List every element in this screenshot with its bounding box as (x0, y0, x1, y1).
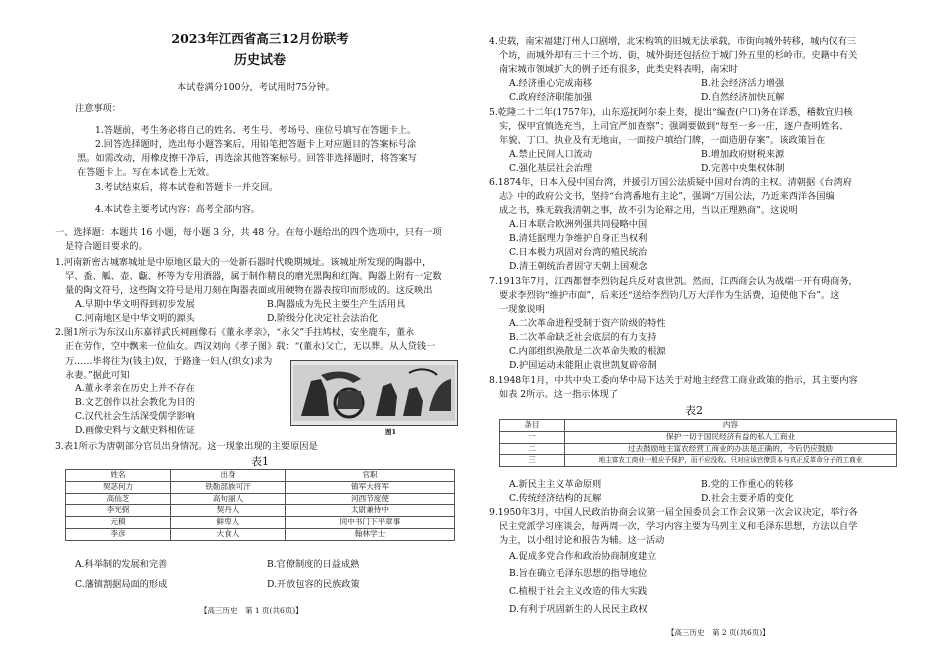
table-cell: 大食人 (171, 528, 286, 540)
question-9-option-b[interactable]: B.旨在确立毛泽东思想的指导地位 (509, 568, 648, 579)
question-8-stem: 如表 2所示。这一指示体现了 (499, 389, 619, 400)
question-2-option-a[interactable]: A.董永孝亲在历史上并不存在 (75, 383, 195, 394)
question-5-stem: 年貌、丁口、执业及有无地亩，一面按户填给门牌，一面造册存案”。该政策旨在 (499, 135, 826, 146)
figure-1-stone-relief (290, 360, 458, 426)
question-7-option-d[interactable]: D.护国运动未能阻止袁世凯复辟帝制 (509, 360, 657, 371)
table-cell: 李彦 (66, 528, 171, 540)
page-footer: 【高三历史 第 1 页(共6页)】 (200, 606, 303, 615)
table-header: 出身 (171, 470, 286, 482)
table-row (66, 493, 455, 505)
table-header-row (500, 420, 897, 432)
question-4-stem: 南宋城市领域扩大的例子还有很多，此类史料表明，南宋时 (499, 64, 738, 75)
question-1-stem: 罕、盉、觚、壶、甗、杯等为专用酒器，属于制作精良的磨光黑陶和红陶。陶器上附有一定数 (65, 271, 442, 282)
question-6-stem: 6.1874年，日本入侵中国台湾，并援引万国公法质疑中国对台湾的主权。清朝据《台湾府 (489, 177, 852, 188)
question-1-stem: 量的陶文符号，这些陶文符号是用刀刻在陶器表面或用硬物在器表按印而形成的。这反映出 (65, 285, 433, 296)
table-row (66, 505, 455, 517)
question-7-option-c[interactable]: C.内部组织涣散是二次革命失败的根源 (509, 346, 666, 357)
question-2-stem: 正在劳作，空中飘来一位仙女。西汉刘向《孝子图》载：“(董永)父亡，无以葬。从人贷钱一 (65, 341, 436, 352)
question-9-stem: 为主，以小组讨论和报告为辅。这一活动 (499, 535, 665, 546)
table-row (500, 443, 897, 455)
question-5-option-d[interactable]: D.完善中央集权体制 (701, 163, 785, 174)
table-cell: 镇军大将军 (286, 481, 455, 493)
table-row (66, 481, 455, 493)
table-row (66, 528, 455, 540)
question-6-stem: 志》中的政府公文书，坚持“台湾番地有主论”，强调“万国公法，乃近来西洋各国编 (499, 191, 835, 202)
question-5-option-b[interactable]: B.增加政府财税来源 (701, 149, 785, 160)
table-cell: 过去鼓励地主富农经营工商业的办法是正确的，今后仍应鼓励 (565, 443, 897, 455)
exam-subtitle: 历史试卷 (233, 53, 286, 68)
question-3-option-c[interactable]: C.藩镇割据局面的形成 (75, 579, 168, 590)
question-2-option-c[interactable]: C.汉代社会生活深受儒学影响 (75, 411, 195, 422)
question-5-stem: 实，保甲宜慎选充当，上司宜严加查察”；强调要做到“每至一乡一庄，逐户查明姓名、 (499, 121, 849, 132)
question-4-option-b[interactable]: B.社会经济活力增强 (701, 78, 785, 89)
table-cell: 三 (500, 455, 565, 467)
question-7-option-a[interactable]: A.二次革命进程受制于资产阶级的特性 (509, 318, 666, 329)
table-cell: 契丹人 (171, 505, 286, 517)
table-row (66, 517, 455, 529)
exam-info: 本试卷满分100分，考试用时75分钟。 (177, 82, 335, 93)
question-4-stem: 4.史载，南宋福建汀州人口剧增，北宋构筑的旧城无法承载，市街向城外转移，城内仅有三 (489, 36, 857, 47)
note-line: 2.回答选择题时，选出每小题答案后，用铅笔把答题卡上对应题目的答案标号涂 (95, 139, 417, 150)
question-7-stem: 要求李烈钧“维护市面”，后来还“送给李烈钧几万大洋作为生活费，迫使他下台”。这 (499, 290, 840, 301)
question-1-stem: 1.河南新密古城寨城址是中原地区最大的一处新石器时代晚期城址。该城址所发现的陶器中， (55, 257, 432, 268)
question-8-option-b[interactable]: B.党的工作重心的转移 (701, 479, 794, 490)
question-9-option-d[interactable]: D.有利于巩固新生的人民民主政权 (509, 604, 648, 615)
table-header: 姓名 (66, 470, 171, 482)
question-9-stem: 民主党派学习座谈会，每两周一次，学习内容主要为马列主义和毛泽东思想，方法以自学 (499, 521, 858, 532)
question-3-option-d[interactable]: D.开放包容的民族政策 (267, 579, 360, 590)
question-9-stem: 9.1950年3月，中国人民政治协商会议第一届全国委员会工作会议第一次会议决定，举行各 (489, 507, 858, 518)
question-6-option-d[interactable]: D.清王朝统治者固守天朝上国观念 (509, 261, 648, 272)
question-5-stem: 5.乾隆二十二年(1757年)，山东巡抚阿尔泰上奏，提出“编查(户口)务在详悉，稽数宜归核 (489, 107, 853, 118)
question-8-option-a[interactable]: A.新民主主义革命原则 (509, 479, 602, 490)
figure-1-caption: 图1 (385, 428, 397, 436)
section-heading: 一、选择题：本题共 16 小题，每小题 3 分，共 48 分。在每小题给出的四个选项中，只有一项 (55, 227, 442, 238)
note-line: 在答题卡上。写在本试卷上无效。 (77, 167, 215, 178)
notes-heading: 注意事项： (75, 103, 121, 114)
question-1-option-a[interactable]: A.早期中华文明得到初步发展 (75, 299, 195, 310)
note-line: 3.考试结束后，将本试卷和答题卡一并交回。 (95, 182, 279, 193)
table-cell: 二 (500, 443, 565, 455)
question-6-option-a[interactable]: A.日本联合欧洲列强共同侵略中国 (509, 219, 648, 230)
table-cell: 元稹 (66, 517, 171, 529)
section-heading: 是符合题目要求的。 (65, 241, 148, 252)
note-line: 4.本试卷主要考试内容：高考全部内容。 (95, 204, 260, 215)
table-cell: 地主富农工商业一般应予保护，而不应没收。只对应该官僚资本与真正反革命分子的工商业 (565, 455, 897, 467)
question-9-option-a[interactable]: A.促成多党合作和政治协商制度建立 (509, 551, 657, 562)
table-row (500, 455, 897, 467)
question-8-stem: 8.1948年1月，中共中央工委向华中局下达关于对地主经营工商业政策的指示，其主要内容 (489, 375, 858, 386)
question-4-option-a[interactable]: A.经济重心完成南移 (509, 78, 593, 89)
question-1-option-c[interactable]: C.河南地区是中华文明的源头 (75, 313, 195, 324)
question-6-option-b[interactable]: B.清廷据理力争维护自身正当权利 (509, 233, 648, 244)
table-cell: 高仙芝 (66, 493, 171, 505)
page-footer: 【高三历史 第 2 页(共6页)】 (667, 628, 770, 637)
question-9-option-c[interactable]: C.植根于社会主义改造的伟大实践 (509, 586, 648, 597)
question-2-stem: 2.图1所示为东汉山东嘉祥武氏祠画像石《董永孝亲》，“永父”手拄鸠杖，安坐鹿车，董永 (55, 327, 415, 338)
table-cell: 铁勒部族可汗 (171, 481, 286, 493)
table-cell: 高句丽人 (171, 493, 286, 505)
table-header: 内容 (565, 420, 897, 432)
question-3-option-b[interactable]: B.官僚制度的日益成熟 (267, 559, 360, 570)
question-3-stem: 3.表1所示为唐朝部分官员出身情况。这一现象出现的主要原因是 (55, 441, 318, 452)
table-header: 官职 (286, 470, 455, 482)
table-cell: 太尉兼侍中 (286, 505, 455, 517)
question-7-stem: 7.1913年7月，江西都督李烈钧起兵反对袁世凯。然而，江西商会认为战端一开有碍商务， (489, 276, 858, 287)
table-cell: 保护一切于国民经济有益的私人工商业 (565, 431, 897, 443)
note-line: 1.答题前，考生务必将自己的姓名、考生号、考场号、座位号填写在答题卡上。 (95, 125, 417, 136)
question-2-option-b[interactable]: B.文艺创作以社会教化为目的 (75, 397, 195, 408)
exam-title: 2023年江西省高三12月份联考 (171, 31, 349, 46)
question-5-option-c[interactable]: C.强化基层社会治理 (509, 163, 593, 174)
note-line: 黑。如需改动，用橡皮擦干净后，再选涂其他答案标号。回答非选择题时，将答案写 (77, 153, 417, 164)
question-4-option-d[interactable]: D.自然经济加快瓦解 (701, 92, 785, 103)
table-cell: 翰林学士 (286, 528, 455, 540)
table-cell: 一 (500, 431, 565, 443)
table-cell: 契苾何力 (66, 481, 171, 493)
question-1-option-d[interactable]: D.阶级分化决定社会法治化 (267, 313, 379, 324)
question-3-option-a[interactable]: A.科举制的发展和完善 (75, 559, 168, 570)
table-cell: 河西节度使 (286, 493, 455, 505)
question-8-option-d[interactable]: D.社会主要矛盾的变化 (701, 493, 794, 504)
table-cell: 鲜卑人 (171, 517, 286, 529)
question-7-option-b[interactable]: B.二次革命缺乏社会底层的有力支持 (509, 332, 657, 343)
table-row (500, 431, 897, 443)
table-2 (499, 419, 897, 467)
question-8-option-c[interactable]: C.传统经济结构的瓦解 (509, 493, 602, 504)
table-1 (65, 469, 455, 541)
question-1-option-b[interactable]: B.陶器成为先民主要生产生活用具 (267, 299, 406, 310)
question-4-stem: 个坊，而城外却有三十三个坊、街，城外街还包括位于城门外五里的杉岭市。史籍中有关 (499, 50, 858, 61)
question-2-stem: 永妻。”据此可知 (65, 370, 130, 381)
question-5-option-a[interactable]: A.禁止民间人口流动 (509, 149, 593, 160)
question-6-option-c[interactable]: C.日本极力巩固对台湾的殖民统治 (509, 247, 648, 258)
table-header: 条目 (500, 420, 565, 432)
table-cell: 李光弼 (66, 505, 171, 517)
question-4-option-c[interactable]: C.政府经济职能加强 (509, 92, 593, 103)
question-6-stem: 成之书，殊无载我清朝之事，故不引为论辩之用，当以正理熟商”。这说明 (499, 205, 798, 216)
question-2-option-d[interactable]: D.画像史料与文献史料相佐证 (75, 425, 196, 436)
question-7-stem: 一现象说明 (499, 304, 545, 315)
table-cell: 同中书门下平章事 (286, 517, 455, 529)
table-header-row (66, 470, 455, 482)
table-1-title: 表1 (251, 455, 269, 468)
question-2-stem: 万……毕将往为(钱主)奴，于路逢一妇人(织女)求为 (65, 356, 273, 367)
table-2-title: 表2 (685, 404, 703, 417)
